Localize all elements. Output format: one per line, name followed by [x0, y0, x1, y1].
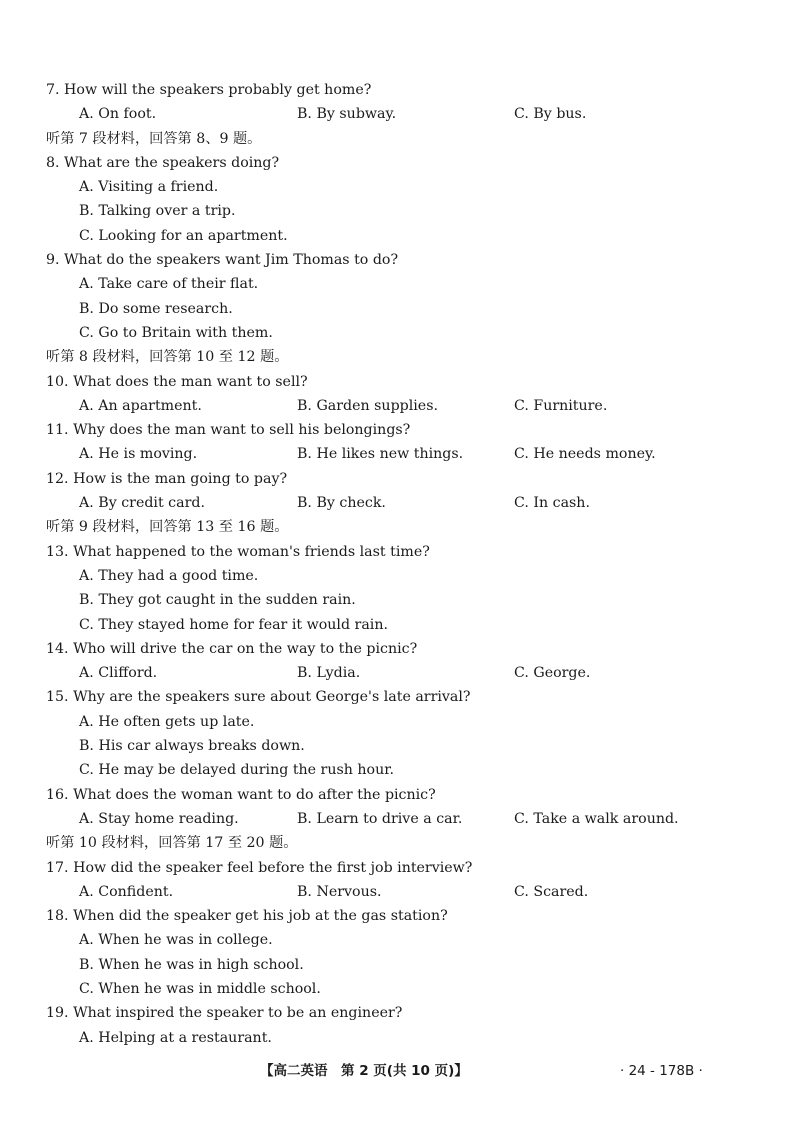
option-c: C. George. — [514, 665, 591, 682]
option-b: B. By subway. — [297, 106, 397, 123]
option: A. They had a good time. — [79, 567, 259, 584]
option-c: C. Take a walk around. — [514, 810, 679, 827]
option: A. Take care of their flat. — [79, 276, 259, 293]
footer-exam-code: · 24 - 178B · — [620, 1063, 703, 1079]
option-row — [46, 394, 746, 418]
question-stem: 18. When did the speaker get his job at the gas station? — [46, 908, 448, 925]
footer-page-info: 【高二英语 第 2 页(共 10 页)】 — [260, 1063, 468, 1079]
option-a: A. Confident. — [79, 883, 174, 900]
option: C. Go to Britain with them. — [79, 324, 273, 341]
option-c: C. Furniture. — [514, 397, 608, 414]
option: C. They stayed home for fear it would rain. — [79, 616, 388, 633]
option-row — [46, 880, 746, 904]
option-b: B. Garden supplies. — [297, 397, 438, 414]
option: B. Talking over a trip. — [79, 203, 236, 220]
question-stem: 13. What happened to the woman's friends last time? — [46, 543, 430, 560]
option: A. He often gets up late. — [79, 713, 255, 730]
option-row — [46, 661, 746, 685]
question-stem: 7. How will the speakers probably get home? — [46, 82, 372, 98]
option-row — [46, 807, 746, 831]
section-instruction: 听第 9 段材料，回答第 13 至 16 题。 — [46, 519, 289, 536]
option-b: B. By check. — [297, 495, 386, 512]
option: C. He may be delayed during the rush hour. — [79, 762, 394, 779]
section-instruction: 听第 7 段材料，回答第 8、9 题。 — [46, 130, 262, 147]
option-a: A. On foot. — [79, 106, 157, 123]
question-stem: 10. What does the man want to sell? — [46, 373, 308, 390]
question-stem: 17. How did the speaker feel before the first job interview? — [46, 859, 473, 876]
option-a: A. By credit card. — [79, 495, 205, 512]
option: C. Looking for an apartment. — [79, 227, 288, 244]
option: B. Do some research. — [79, 300, 233, 317]
option-a: A. He is moving. — [79, 446, 198, 463]
option-c: C. Scared. — [514, 883, 589, 900]
question-list — [46, 78, 746, 1050]
option: A. Visiting a friend. — [79, 179, 219, 196]
option-c: C. He needs money. — [514, 446, 656, 463]
option: A. Helping at a restaurant. — [79, 1029, 272, 1046]
question-stem: 12. How is the man going to pay? — [46, 470, 288, 487]
option: C. When he was in middle school. — [79, 980, 321, 997]
option: B. When he was in high school. — [79, 956, 304, 973]
option-a: A. An apartment. — [79, 397, 202, 414]
option-c: C. In cash. — [514, 495, 590, 512]
question-stem: 11. Why does the man want to sell his belongings? — [46, 422, 411, 439]
option-c: C. By bus. — [514, 106, 587, 123]
option-row — [46, 102, 746, 126]
question-stem: 14. Who will drive the car on the way to the picnic? — [46, 640, 418, 657]
page-footer — [0, 1059, 794, 1083]
question-stem: 9. What do the speakers want Jim Thomas to do? — [46, 252, 399, 269]
option: B. His car always breaks down. — [79, 738, 305, 755]
option-b: B. He likes new things. — [297, 446, 464, 463]
question-stem: 8. What are the speakers doing? — [46, 154, 280, 171]
option-b: B. Lydia. — [297, 665, 361, 682]
option-a: A. Clifford. — [79, 665, 158, 682]
option-b: B. Nervous. — [297, 883, 382, 900]
option-b: B. Learn to drive a car. — [297, 810, 463, 827]
section-instruction: 听第 10 段材料，回答第 17 至 20 题。 — [46, 835, 298, 852]
option-row — [46, 442, 746, 466]
option-a: A. Stay home reading. — [79, 810, 239, 827]
option-row — [46, 491, 746, 515]
section-instruction: 听第 8 段材料，回答第 10 至 12 题。 — [46, 349, 289, 366]
question-stem: 19. What inspired the speaker to be an engineer? — [46, 1005, 403, 1022]
question-stem: 16. What does the woman want to do after the picnic? — [46, 786, 436, 803]
option: B. They got caught in the sudden rain. — [79, 592, 356, 609]
option: A. When he was in college. — [79, 932, 273, 949]
question-stem: 15. Why are the speakers sure about George's late arrival? — [46, 689, 471, 706]
